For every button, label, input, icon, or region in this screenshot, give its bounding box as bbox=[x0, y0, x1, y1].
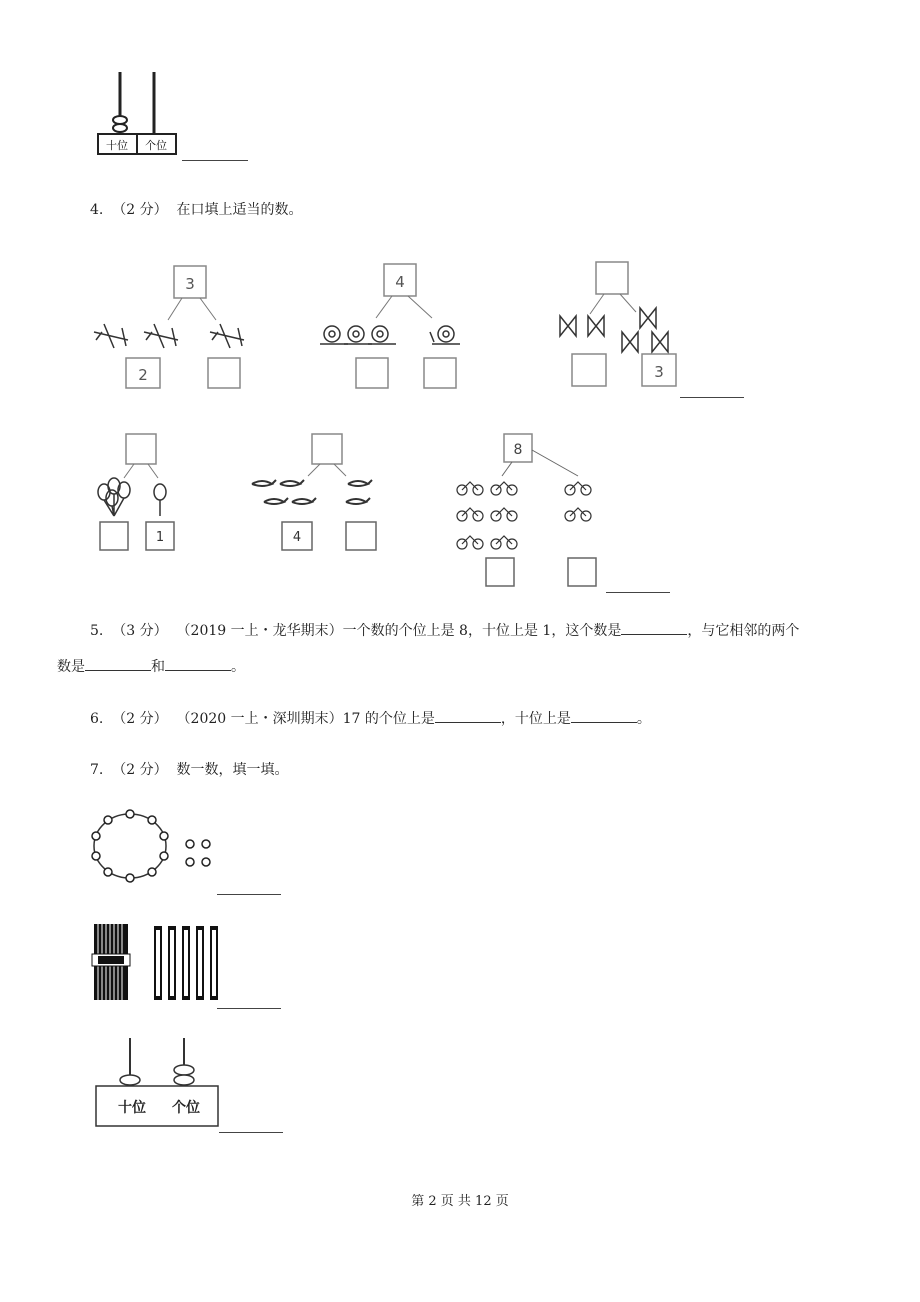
q4-bicycles-top-number: 8 bbox=[513, 442, 523, 458]
question-6 bbox=[90, 708, 651, 729]
fish-icon bbox=[252, 480, 372, 504]
answer-blank-q7-2[interactable] bbox=[217, 1008, 281, 1009]
question-5-line-2 bbox=[57, 656, 245, 677]
plane-icon bbox=[210, 324, 244, 348]
q6-blank-ones[interactable] bbox=[435, 708, 501, 723]
plane-icon bbox=[144, 324, 178, 348]
q6-text-b: ，十位上是 bbox=[500, 711, 571, 727]
q7-abacus-ones-label: 个位 bbox=[172, 1100, 200, 1116]
butterfly-icon bbox=[560, 308, 668, 352]
q4-planes-left-number: 2 bbox=[138, 366, 148, 384]
q4-bicycles-right-box[interactable] bbox=[568, 558, 596, 586]
q4-snails-left-box[interactable] bbox=[356, 358, 388, 388]
answer-blank-q4-row1[interactable] bbox=[680, 397, 744, 398]
q5-score: （3 分） bbox=[112, 623, 168, 639]
q6-blank-tens[interactable] bbox=[571, 708, 637, 723]
q5-text-b: ，与它相邻的两个 bbox=[687, 623, 800, 639]
q7-sticks-figure bbox=[90, 916, 220, 1004]
abacus-top-ones-label: 个位 bbox=[145, 139, 167, 152]
q4-snails-right-box[interactable] bbox=[424, 358, 456, 388]
q5-blank-number[interactable] bbox=[621, 620, 687, 635]
q4-group-balloons bbox=[90, 430, 190, 554]
q4-bicycles-left-box[interactable] bbox=[486, 558, 514, 586]
bead-icon bbox=[92, 810, 168, 882]
q4-group-butterflies bbox=[548, 258, 688, 392]
answer-blank-q7-1[interactable] bbox=[217, 894, 281, 895]
q7-bead-ring-figure bbox=[86, 808, 226, 892]
q4-butterflies-top-box[interactable] bbox=[596, 262, 628, 294]
q5-text-e: 。 bbox=[231, 659, 245, 675]
q4-group-fish bbox=[246, 430, 386, 554]
question-4 bbox=[90, 200, 303, 220]
snail-icon bbox=[320, 326, 460, 344]
page-footer: 第 2 页 共 12 页 bbox=[411, 1194, 509, 1209]
abacus-top-tens-label: 十位 bbox=[106, 139, 128, 152]
abacus-top-figure bbox=[92, 68, 182, 160]
q6-text-c: 。 bbox=[636, 711, 651, 727]
balloon-icon bbox=[98, 478, 166, 516]
q5-blank-neighbor-2[interactable] bbox=[165, 656, 231, 671]
q6-number: 6. bbox=[90, 711, 104, 727]
q4-planes-top-number: 3 bbox=[185, 275, 195, 293]
loose-beads bbox=[186, 840, 210, 866]
q4-balloons-left-box[interactable] bbox=[100, 522, 128, 550]
q4-butterflies-left-box[interactable] bbox=[572, 354, 606, 386]
q4-group-planes bbox=[88, 262, 258, 392]
stick-bundle bbox=[92, 924, 130, 1000]
q4-fish-right-box[interactable] bbox=[346, 522, 376, 550]
q7-abacus-figure bbox=[92, 1034, 222, 1130]
q4-prompt: 在口填上适当的数。 bbox=[176, 202, 303, 218]
q5-number: 5. bbox=[90, 623, 104, 639]
answer-blank-q7-3[interactable] bbox=[219, 1132, 283, 1133]
answer-blank-q3[interactable] bbox=[182, 160, 248, 161]
bicycle-icon bbox=[457, 482, 591, 549]
q4-planes-right-box[interactable] bbox=[208, 358, 240, 388]
q4-fish-top-box[interactable] bbox=[312, 434, 342, 464]
q5-text-c: 数是 bbox=[57, 659, 85, 675]
q7-prompt: 数一数，填一填。 bbox=[176, 762, 289, 778]
q4-snails-top-number: 4 bbox=[395, 273, 405, 291]
q7-score: （2 分） bbox=[112, 762, 168, 778]
q4-number: 4. bbox=[90, 202, 104, 218]
q5-text-a: （2019 一上・龙华期末）一个数的个位上是 8，十位上是 1，这个数是 bbox=[176, 623, 622, 639]
question-7 bbox=[90, 760, 289, 780]
plane-icon bbox=[94, 324, 128, 348]
q7-abacus-tens-label: 十位 bbox=[118, 1100, 146, 1116]
q7-number: 7. bbox=[90, 762, 104, 778]
q4-balloons-right-number: 1 bbox=[155, 530, 165, 545]
q4-group-bicycles bbox=[450, 430, 610, 590]
q4-butterflies-right-number: 3 bbox=[654, 363, 664, 381]
q4-balloons-top-box[interactable] bbox=[126, 434, 156, 464]
q5-blank-neighbor-1[interactable] bbox=[85, 656, 151, 671]
q4-group-snails bbox=[314, 262, 474, 392]
q5-text-d: 和 bbox=[151, 659, 165, 675]
question-5-line-1 bbox=[90, 620, 799, 641]
q6-score: （2 分） bbox=[112, 711, 168, 727]
q4-fish-left-number: 4 bbox=[292, 530, 302, 545]
q4-score: （2 分） bbox=[112, 202, 168, 218]
q6-text-a: （2020 一上・深圳期末）17 的个位上是 bbox=[176, 711, 435, 727]
answer-blank-q4-row2[interactable] bbox=[606, 592, 670, 593]
